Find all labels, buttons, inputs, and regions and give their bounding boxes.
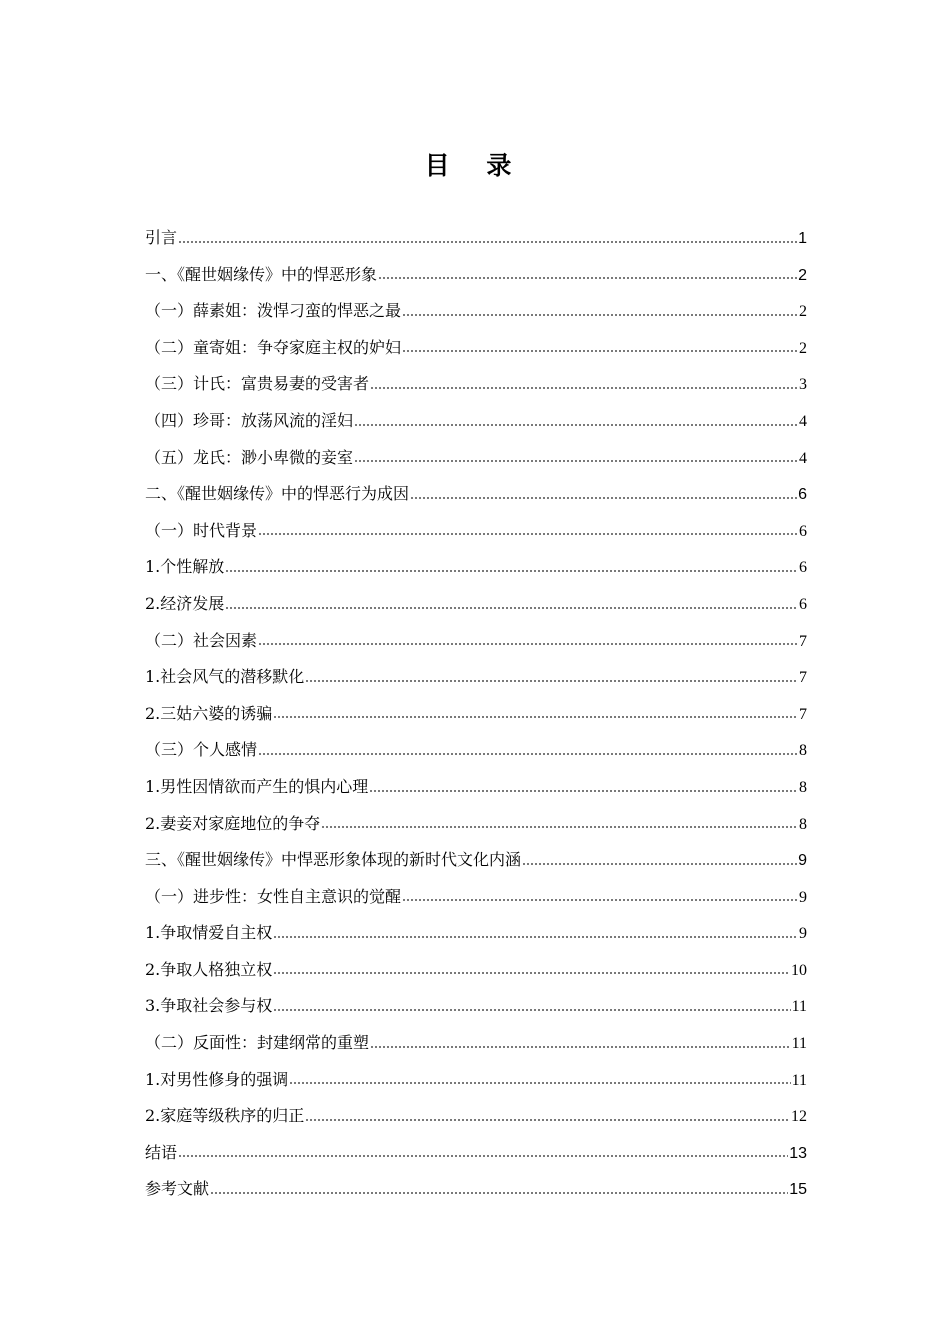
toc-entry[interactable] <box>145 769 807 806</box>
toc-dot-leader <box>354 424 798 426</box>
toc-entry[interactable] <box>145 988 807 1025</box>
toc-dot-leader <box>378 277 797 279</box>
toc-entry-page: 3 <box>799 376 807 394</box>
toc-entry[interactable] <box>145 440 807 477</box>
toc-dot-leader <box>273 1009 790 1011</box>
toc-entry-label: 参考文献 <box>145 1179 210 1199</box>
toc-entry-label: 2.争取人格独立权 <box>145 959 273 979</box>
toc-entry-label: 1.对男性修身的强调 <box>145 1069 289 1089</box>
toc-entry-page: 4 <box>799 412 807 430</box>
toc-entry[interactable] <box>145 952 807 989</box>
toc-entry-page: 4 <box>799 449 807 467</box>
toc-entry-label: （五）龙氏：渺小卑微的妾室 <box>145 447 354 467</box>
toc-dot-leader <box>225 570 798 572</box>
toc-list <box>145 220 807 1208</box>
toc-entry[interactable] <box>145 476 807 513</box>
toc-entry-label: （三）计氏：富贵易妻的受害者 <box>145 374 370 394</box>
toc-dot-leader <box>402 899 798 901</box>
toc-entry-label: 三、《醒世姻缘传》中悍恶形象体现的新时代文化内涵 <box>145 850 522 870</box>
toc-entry-page: 6 <box>799 595 807 613</box>
toc-entry-page: 6 <box>798 486 807 504</box>
toc-entry[interactable] <box>145 586 807 623</box>
toc-dot-leader <box>273 972 790 974</box>
toc-entry-label: 2.妻妾对家庭地位的争夺 <box>145 813 321 833</box>
toc-entry-page: 11 <box>791 1035 807 1053</box>
toc-dot-leader <box>410 497 797 499</box>
toc-dot-leader <box>305 680 798 682</box>
toc-entry-label: 引言 <box>145 228 178 247</box>
toc-dot-leader <box>289 1082 790 1084</box>
toc-entry-page: 9 <box>799 925 807 943</box>
toc-entry[interactable] <box>145 842 807 879</box>
toc-entry[interactable] <box>145 1098 807 1135</box>
toc-entry[interactable] <box>145 732 807 769</box>
toc-entry[interactable] <box>145 1171 807 1208</box>
toc-entry-label: 二、《醒世姻缘传》中的悍恶行为成因 <box>145 484 410 504</box>
toc-entry-page: 11 <box>791 1071 807 1089</box>
toc-entry-label: （四）珍哥：放荡风流的淫妇 <box>145 410 354 430</box>
toc-entry-label: 1.争取情爱自主权 <box>145 923 273 943</box>
toc-entry[interactable] <box>145 293 807 330</box>
toc-entry[interactable] <box>145 1135 807 1172</box>
toc-entry[interactable] <box>145 1025 807 1062</box>
toc-entry-label: 1.男性因情欲而产生的惧内心理 <box>145 776 369 796</box>
toc-entry-label: 2.家庭等级秩序的归正 <box>145 1106 305 1126</box>
toc-entry[interactable] <box>145 403 807 440</box>
toc-dot-leader <box>258 643 798 645</box>
toc-dot-leader <box>369 790 798 792</box>
toc-dot-leader <box>273 716 798 718</box>
toc-entry-page: 10 <box>791 961 807 979</box>
toc-dot-leader <box>402 314 798 316</box>
toc-entry-page: 2 <box>798 266 807 284</box>
toc-dot-leader <box>305 1119 790 1121</box>
toc-entry-page: 7 <box>799 632 807 650</box>
toc-entry-page: 12 <box>791 1108 807 1126</box>
toc-title: 目 录 <box>424 151 526 180</box>
toc-entry[interactable] <box>145 220 807 257</box>
toc-entry[interactable] <box>145 1062 807 1099</box>
toc-entry-page: 6 <box>799 522 807 540</box>
toc-entry-label: （二）社会因素 <box>145 630 258 650</box>
toc-entry-page: 15 <box>789 1181 807 1199</box>
toc-dot-leader <box>321 826 798 828</box>
toc-entry-label: 1.社会风气的潜移默化 <box>145 667 305 687</box>
toc-dot-leader <box>178 241 797 243</box>
toc-entry-label: （一）时代背景 <box>145 520 258 540</box>
toc-entry-page: 8 <box>799 778 807 796</box>
toc-entry-label: （二）反面性：封建纲常的重塑 <box>145 1033 370 1053</box>
toc-entry-page: 1 <box>798 230 807 247</box>
toc-entry[interactable] <box>145 330 807 367</box>
toc-entry-label: 结语 <box>145 1142 178 1162</box>
toc-entry-page: 8 <box>799 742 807 760</box>
toc-entry-page: 13 <box>789 1144 807 1162</box>
toc-entry[interactable] <box>145 366 807 403</box>
toc-entry-label: （一）进步性：女性自主意识的觉醒 <box>145 886 402 906</box>
toc-entry-page: 6 <box>799 559 807 577</box>
toc-entry[interactable] <box>145 806 807 843</box>
toc-entry[interactable] <box>145 879 807 916</box>
toc-dot-leader <box>225 607 798 609</box>
toc-entry-label: 一、《醒世姻缘传》中的悍恶形象 <box>145 264 378 284</box>
toc-dot-leader <box>522 863 797 865</box>
toc-dot-leader <box>178 1155 788 1157</box>
toc-dot-leader <box>258 753 798 755</box>
toc-entry-page: 9 <box>799 888 807 906</box>
toc-entry-label: 2.三姑六婆的诱骗 <box>145 703 273 723</box>
toc-entry[interactable] <box>145 659 807 696</box>
toc-entry-label: （二）童寄姐：争夺家庭主权的妒妇 <box>145 337 402 357</box>
toc-entry-label: 2.经济发展 <box>145 593 225 613</box>
toc-entry[interactable] <box>145 696 807 733</box>
toc-entry-page: 9 <box>798 852 807 870</box>
toc-dot-leader <box>402 350 798 352</box>
toc-entry-page: 2 <box>799 303 807 321</box>
toc-entry-page: 8 <box>799 815 807 833</box>
toc-entry[interactable] <box>145 915 807 952</box>
toc-dot-leader <box>273 936 798 938</box>
toc-entry[interactable] <box>145 513 807 550</box>
toc-entry-page: 11 <box>791 998 807 1016</box>
toc-entry-page: 7 <box>799 669 807 687</box>
toc-entry-page: 7 <box>799 705 807 723</box>
toc-entry[interactable] <box>145 257 807 294</box>
toc-dot-leader <box>210 1192 788 1194</box>
toc-dot-leader <box>354 460 798 462</box>
toc-entry-label: （一）薛素姐：泼悍刁蛮的悍恶之最 <box>145 301 402 321</box>
toc-dot-leader <box>258 533 798 535</box>
toc-dot-leader <box>370 1046 791 1048</box>
toc-entry-label: （三）个人感情 <box>145 740 258 760</box>
toc-entry-label: 1.个性解放 <box>145 557 225 577</box>
toc-entry-label: 3.争取社会参与权 <box>145 996 273 1016</box>
toc-entry-page: 2 <box>799 339 807 357</box>
toc-entry[interactable] <box>145 549 807 586</box>
toc-dot-leader <box>370 387 798 389</box>
toc-entry[interactable] <box>145 623 807 660</box>
